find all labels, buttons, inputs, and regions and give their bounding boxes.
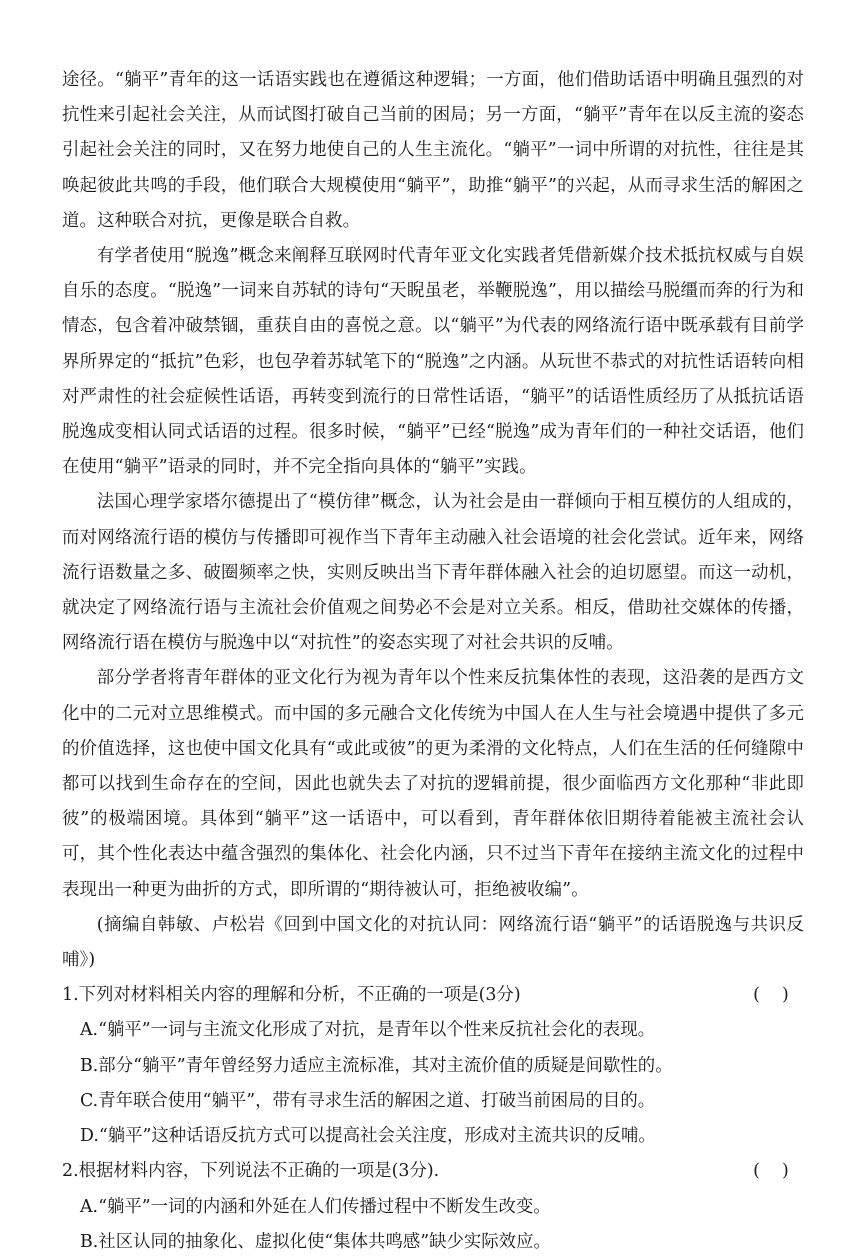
- question-2-option-b: B.社区认同的抽象化、虚拟化使“集体共鸣感”缺少实际效应。: [80, 1231, 551, 1252]
- question-1-answer-blank: ( ): [753, 985, 789, 1006]
- question-1-option-d: D.“躺平”这种话语反抗方式可以提高社会关注度，形成对主流共识的反哺。: [80, 1126, 656, 1147]
- question-2-row: [62, 1154, 804, 1189]
- passage-paragraph-4: 部分学者将青年群体的亚文化行为视为青年以个性来反抗集体性的表现，这沿袭的是西方文化中的二元对立思维模式。而中国的多元融合文化传统为中国人在人生与社会境遇中提供了多元的价值选择，这也使中国文化具有“或此或彼”的更为柔滑的文化特点，人们在生活的任何缝隙中都可以找到生命存在的空间，因此也就失去了对抗的逻辑前提，很少面临西方文化那种“非此即彼”的极端困境。具体到“躺平”这一话语中，可以看到，青年群体依旧期待着能被主流社会认可，其个性化表达中蕴含强烈的集体化、社会化内涵，只不过当下青年在接纳主流文化的过程中表现出一种更为曲折的方式，即所谓的“期待被认可，拒绝被收编”。: [62, 668, 804, 900]
- question-1: [62, 978, 804, 1154]
- question-1-option-c: C.青年联合使用“躺平”，带有寻求生活的解困之道、打破当前困局的目的。: [80, 1090, 656, 1111]
- question-2-answer-blank: ( ): [753, 1161, 789, 1182]
- question-2: [62, 1154, 804, 1260]
- passage-paragraph-1: 途径。“躺平”青年的这一话语实践也在遵循这种逻辑；一方面，他们借助话语中明确且强烈的对抗性来引起社会关注，从而试图打破自己当前的困局；另一方面，“躺平”青年在以反主流的姿态引起社会关注的同时，又在努力地使自己的人生主流化。“躺平”一词中所谓的对抗性，往往是其唤起彼此共鸣的手段，他们联合大规模使用“躺平”，助推“躺平”的兴起，从而寻求生活的解困之道。这种联合对抗，更像是联合自救。: [62, 70, 804, 231]
- passage-paragraph-3: 法国心理学家塔尔德提出了“模仿律”概念，认为社会是由一群倾向于相互模仿的人组成的，而对网络流行语的模仿与传播即可视作当下青年主动融入社会语境的社会化尝试。近年来，网络流行语数量之多、破圈频率之快，实则反映出当下青年群体融入社会的迫切愿望。而这一动机，就决定了网络流行语与主流社会价值观之间势必不会是对立关系。相反，借助社交媒体的传播，网络流行语在模仿与脱逸中以“对抗性”的姿态实现了对社会共识的反哺。: [62, 492, 804, 654]
- question-2-stem: 2.根据材料内容，下列说法不正确的一项是(3分).: [62, 1161, 440, 1182]
- question-1-stem: 1.下列对材料相关内容的理解和分析，不正确的一项是(3分): [62, 985, 521, 1006]
- document-page: [62, 63, 804, 1260]
- passage-paragraph-2: 有学者使用“脱逸”概念来阐释互联网时代青年亚文化实践者凭借新媒介技术抵抗权威与自娱自乐的态度。“脱逸”一词来自苏轼的诗句“天睨虽老，举鞭脱逸”，用以描绘马脱缰而奔的行为和情态，包含着冲破禁锢，重获自由的喜悦之意。以“躺平”为代表的网络流行语中既承载有目前学界所界定的“抵抗”色彩，也包孕着苏轼笔下的“脱逸”之内涵。从玩世不恭式的对抗性话语转向相对严肃性的社会症候性话语，再转变到流行的日常性话语，“躺平”的话语性质经历了从抵抗话语脱逸成变相认同式话语的过程。很多时候，“躺平”已经“脱逸”成为青年们的一种社交话语，他们在使用“躺平”语录的同时，并不完全指向具体的“躺平”实践。: [62, 246, 804, 478]
- question-1-option-b: B.部分“躺平”青年曾经努力适应主流标准，其对主流价值的质疑是间歇性的。: [80, 1055, 673, 1076]
- question-1-row: [62, 978, 804, 1013]
- passage-source: (摘编自韩敏、卢松岩《回到中国文化的对抗认同：网络流行语“躺平”的话语脱逸与共识反哺》): [62, 914, 804, 971]
- question-1-option-a: A.“躺平”一词与主流文化形成了对抗，是青年以个性来反抗社会化的表现。: [80, 1020, 655, 1041]
- question-2-option-a: A.“躺平”一词的内涵和外延在人们传播过程中不断发生改变。: [80, 1196, 551, 1217]
